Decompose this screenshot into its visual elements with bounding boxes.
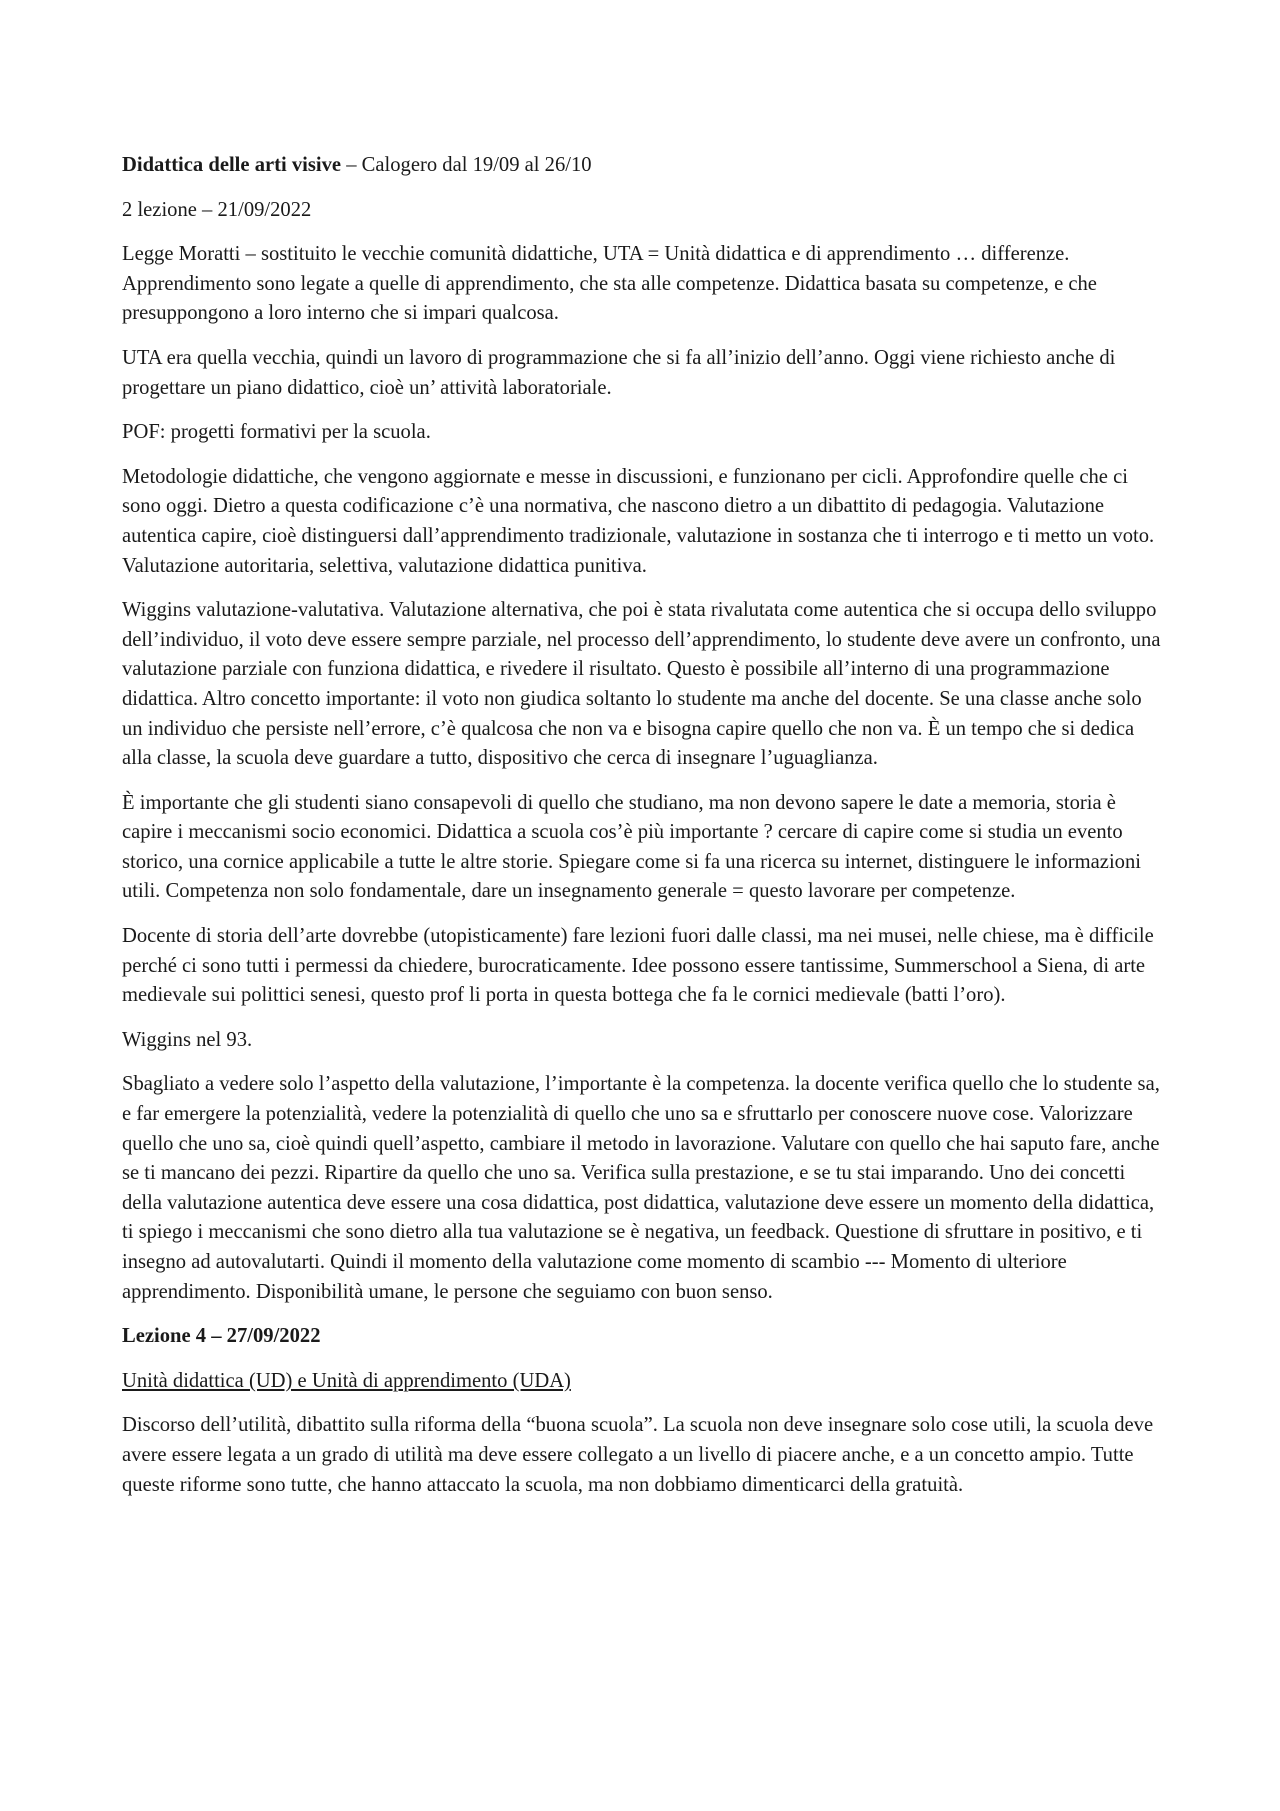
lesson-2-heading: 2 lezione – 21/09/2022	[122, 198, 312, 221]
paragraph-docente-storia-arte: Docente di storia dell’arte dovrebbe (utopisticamente) fare lezioni fuori dalle classi, ma nei musei, nelle chiese, ma è difficile perché ci sono tutti i permessi da chiedere, burocraticamente. Idee possono essere tantissime, Summerschool a Siena, di arte medievale sui polittici senesi, questo prof li porta in questa bottega che fa le cornici medievale (batti l’oro).	[122, 925, 1154, 1007]
lesson-4-subheading-line	[122, 1367, 1167, 1397]
paragraph-uta: UTA era quella vecchia, quindi un lavoro di programmazione che si fa all’inizio dell’anno. Oggi viene richiesto anche di progettare un piano didattico, cioè un’ attività laboratoriale.	[122, 346, 1116, 399]
paragraph-metodologie: Metodologie didattiche, che vengono aggiornate e messe in discussioni, e funzionano per cicli. Approfondire quelle che ci sono oggi. Dietro a questa codificazione c’è una normativa, che nascono dietro a un dibattito di pedagogia. Valutazione autentica capire, cioè distinguersi dall’apprendimento tradizionale, valutazione in sostanza che ti interrogo e ti metto un voto. Valutazione autoritaria, selettiva, valutazione didattica punitiva.	[122, 465, 1155, 577]
lesson-4-subheading: Unità didattica (UD) e Unità di apprendimento (UDA)	[122, 1369, 571, 1392]
paragraph-utilita: Discorso dell’utilità, dibattito sulla riforma della “buona scuola”. La scuola non deve insegnare solo cose utili, la scuola deve avere essere legata a un grado di utilità ma deve essere collegato a un livello di piacere anche, e a un concetto ampio. Tutte queste riforme sono tutte, che hanno attaccato la scuola, ma non dobbiamo dimenticarci della gratuità.	[122, 1414, 1154, 1496]
document-title-line	[122, 151, 1167, 181]
paragraph-pof: POF: progetti formativi per la scuola.	[122, 421, 431, 444]
paragraph-wiggins-93: Wiggins nel 93.	[122, 1028, 253, 1051]
lesson-4-heading: Lezione 4 – 27/09/2022	[122, 1325, 321, 1348]
document-title-subtitle: – Calogero dal 19/09 al 26/10	[341, 154, 592, 176]
paragraph-consapevoli: È importante che gli studenti siano consapevoli di quello che studiano, ma non devono sapere le date a memoria, storia è capire i meccanismi socio economici. Didattica a scuola cos’è più importante ? cercare di capire come si studia un evento storico, una cornice applicabile a tutte le altre storie. Spiegare come si fa una ricerca su internet, distinguere le informazioni utili. Competenza non solo fondamentale, dare un insegnamento generale = questo lavorare per competenze.	[122, 791, 1141, 903]
paragraph-wiggins-valutazione: Wiggins valutazione-valutativa. Valutazione alternativa, che poi è stata rivalutata come autentica che si occupa dello sviluppo dell’individuo, il voto deve essere sempre parziale, nel processo dell’apprendimento, lo studente deve avere un confronto, una valutazione parziale con funziona didattica, e rivedere il risultato. Questo è possibile all’interno di una programmazione didattica. Altro concetto importante: il voto non giudica soltanto lo studente ma anche del docente. Se una classe anche solo un individuo che persiste nell’errore, c’è qualcosa che non va e bisogna capire quello che non va. È un tempo che si dedica alla classe, la scuola deve guardare a tutto, dispositivo che cerca di insegnare l’uguaglianza.	[122, 599, 1161, 770]
paragraph-legge-moratti: Legge Moratti – sostituito le vecchie comunità didattiche, UTA = Unità didattica e di apprendimento … differenze. Apprendimento sono legate a quelle di apprendimento, che sta alle competenze. Didattica basata su competenze, e che presuppongono a loro interno che si impari qualcosa.	[122, 243, 1097, 325]
document-body	[122, 151, 1167, 1515]
paragraph-sbagliato: Sbagliato a vedere solo l’aspetto della valutazione, l’importante è la competenza. la docente verifica quello che lo studente sa, e far emergere la potenzialità, vedere la potenzialità di quello che uno sa e sfruttarlo per conoscere nuove cose. Valorizzare quello che uno sa, cioè quindi quell’aspetto, cambiare il metodo in lavorazione. Valutare con quello che hai saputo fare, anche se ti mancano dei pezzi. Ripartire da quello che uno sa. Verifica sulla prestazione, e se tu stai imparando. Uno dei concetti della valutazione autentica deve essere una cosa didattica, post didattica, valutazione deve essere un momento della didattica, ti spiego i meccanismi che sono dietro alla tua valutazione se è negativa, un feedback. Questione di sfruttare in positivo, e ti insegno ad autovalutarti. Quindi il momento della valutazione come momento di scambio --- Momento di ulteriore apprendimento. Disponibilità umane, le persone che seguiamo con buon senso.	[122, 1073, 1160, 1303]
document-title: Didattica delle arti visive	[122, 154, 342, 176]
